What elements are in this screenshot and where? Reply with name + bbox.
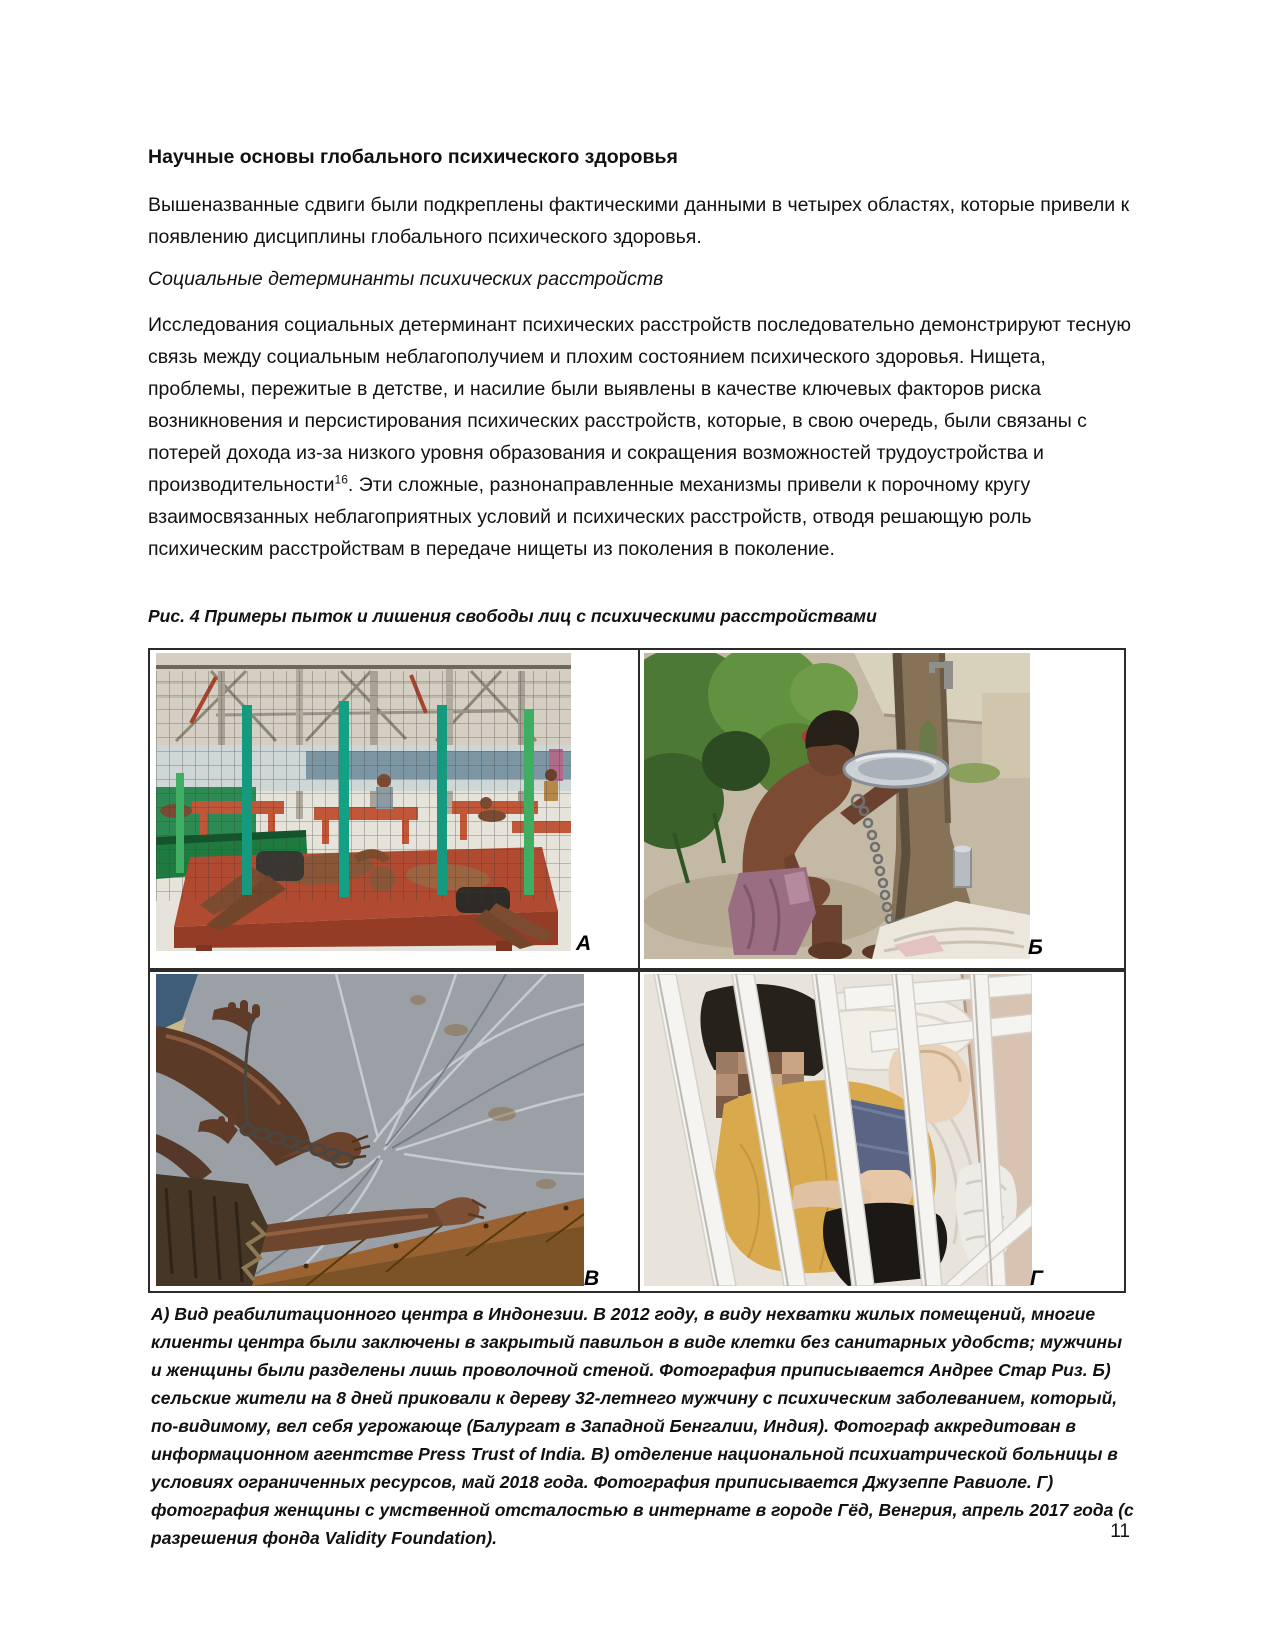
grass-patch xyxy=(948,763,1000,783)
photo-a-rehab-center-image xyxy=(156,653,571,951)
steel-plate xyxy=(844,751,948,787)
figure-cell-a xyxy=(150,650,640,972)
steel-cup xyxy=(954,846,971,888)
body-text-part2: . Эти сложные, разнонаправленные механизмы привели к порочному кругу взаимосвязанных неблагоприятных условий и психических расстройств, отводя решающую роль психическим расстройствам в передаче нищеты из поколения в поколение. xyxy=(148,474,1032,560)
figure-cell-g xyxy=(640,972,1124,1291)
page-number: 11 xyxy=(1110,1521,1130,1542)
photo-b-chained-man-image xyxy=(644,653,1030,959)
figure-grid xyxy=(148,648,1126,1293)
photo-label-g: Г xyxy=(1030,1267,1043,1290)
intro-paragraph: Вышеназванные сдвиги были подкреплены фактическими данными в четырех областях, которые привели к появлению дисциплины глобального психического здоровья. xyxy=(148,194,1130,248)
footnote-reference: 16 xyxy=(334,472,348,487)
body-paragraph xyxy=(148,309,1133,565)
figure-caption: Рис. 4 Примеры пыток и лишения свободы лиц с психическими расстройствами xyxy=(148,606,877,626)
figure-cell-v xyxy=(150,972,640,1291)
figure-cell-b xyxy=(640,650,1124,972)
section-heading: Научные основы глобального психического здоровья xyxy=(148,146,678,168)
photo-g-caged-bed-image xyxy=(644,974,1032,1286)
figure-note: А) Вид реабилитационного центра в Индонезии. В 2012 году, в виду нехватки жилых помещений, многие клиенты центра были заключены в закрытый павильон в виде клетки без санитарных удобств; мужчины и женщины были разделены лишь проволочной стеной. Фотография приписывается Андрее Стар Риз. Б) сельские жители на 8 дней приковали к дереву 32-летнего мужчину с психическим заболеванием, который, по-видимому, вел себя угрожающе (Балургат в Западной Бенгалии, Индия). Фотограф аккредитован в информационном агентстве Press Trust of India. В) отделение национальной психиатрической больницы в условиях ограниченных ресурсов, май 2018 года. Фотография приписывается Джузеппе Равиоле. Г) фотография женщины с умственной отсталостью в интернате в городе Гёд, Венгрия, апрель 2017 года (с разрешения фонда Validity Foundation). xyxy=(151,1304,1134,1548)
body-text-part1: Исследования социальных детерминант психических расстройств последовательно демонстрируют тесную связь между социальным неблагополучием и плохим состоянием психического здоровья. Нищета, проблемы, пережитые в детстве, и насилие были выявлены в качестве ключевых факторов риска возникновения и персистирования психических расстройств, которые, в свою очередь, были связаны с потерей дохода из-за низкого уровня образования и сокращения возможностей трудоустройства и производительности xyxy=(148,314,1131,496)
photo-label-b: Б xyxy=(1028,936,1043,959)
photo-label-v: В xyxy=(584,1267,600,1290)
torn-shorts xyxy=(156,1174,268,1286)
photo-label-a: А xyxy=(576,932,592,955)
photo-v-chained-bed-image xyxy=(156,974,584,1286)
wire-cage-mesh xyxy=(156,671,571,901)
subsection-heading: Социальные детерминанты психических расстройств xyxy=(148,268,664,290)
